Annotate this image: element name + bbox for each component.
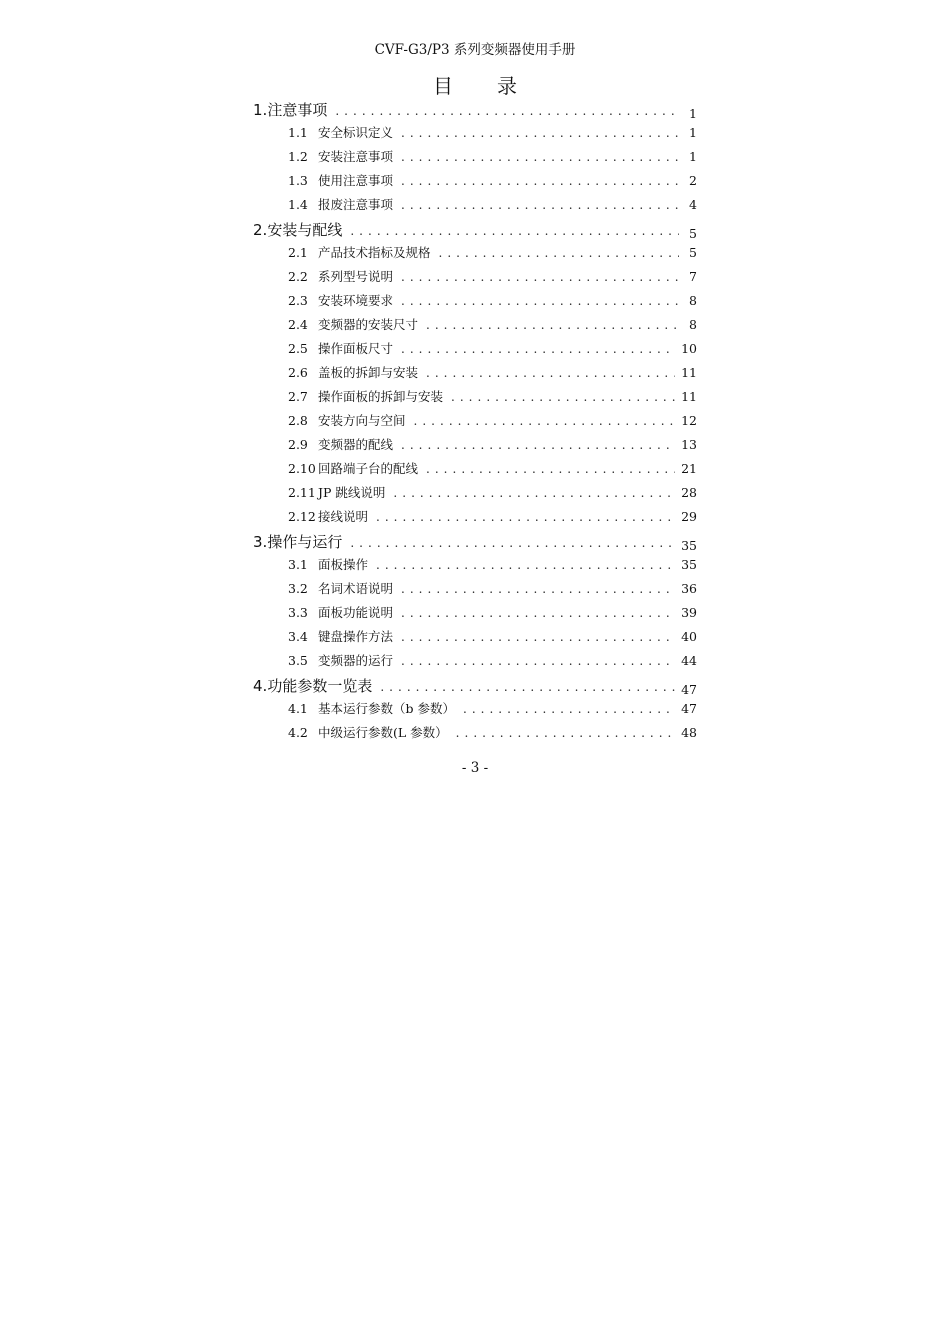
toc-entry-label: 安装与配线: [267, 221, 343, 239]
toc-entry-label: 变频器的配线: [318, 437, 394, 452]
toc-entry-label: 报废注意事项: [318, 197, 394, 212]
toc-dot-leader: [401, 150, 679, 164]
toc-dot-leader: [463, 702, 675, 716]
running-header: CVF-G3/P3 系列变频器使用手册: [374, 42, 576, 58]
toc-entry-number: 3.2: [288, 581, 318, 596]
toc-entry-number: 2.6: [288, 365, 318, 380]
toc-section-row[interactable]: [253, 195, 697, 219]
toc-entry-label: 安装环境要求: [318, 293, 394, 308]
toc-entry-page: 8: [689, 317, 697, 332]
toc-entry-page: 1: [689, 106, 697, 121]
toc-entry-label: 中级运行参数(L 参数）: [318, 725, 448, 740]
toc-dot-leader: [401, 438, 675, 452]
toc-dot-leader: [401, 342, 675, 356]
toc-entry-label: 盖板的拆卸与安装: [318, 365, 419, 380]
toc-entry-page: 4: [689, 197, 697, 212]
toc-entry-page: 29: [681, 509, 697, 524]
toc-chapter-row[interactable]: [253, 675, 697, 699]
toc-entry-label: JP 跳线说明: [318, 485, 386, 500]
toc-section-row[interactable]: [253, 363, 697, 387]
toc-dot-leader: [439, 246, 679, 260]
toc-entry-number: 3.: [253, 533, 268, 551]
toc-entry-number: 4.2: [288, 725, 318, 740]
toc-dot-leader: [451, 390, 675, 404]
toc-section-row[interactable]: [253, 483, 697, 507]
toc-dot-leader: [376, 558, 675, 572]
toc-entry-label: 回路端子台的配线: [318, 461, 419, 476]
toc-entry-label: 注意事项: [267, 101, 328, 119]
table-of-contents: [253, 99, 697, 747]
page-number: - 3 -: [461, 760, 489, 776]
toc-dot-leader: [414, 414, 676, 428]
toc-dot-leader: [456, 726, 675, 740]
toc-entry-page: 11: [681, 389, 697, 404]
toc-entry-number: 4.: [253, 677, 268, 695]
toc-section-row[interactable]: [253, 267, 697, 291]
toc-entry-number: 1.3: [288, 173, 318, 188]
toc-dot-leader: [401, 270, 679, 284]
toc-entry-number: 2.3: [288, 293, 318, 308]
toc-chapter-row[interactable]: [253, 219, 697, 243]
toc-dot-leader: [393, 486, 675, 500]
toc-entry-label: 系列型号说明: [318, 269, 394, 284]
toc-entry-page: 21: [681, 461, 697, 476]
toc-section-row[interactable]: [253, 651, 697, 675]
toc-entry-label: 安全标识定义: [318, 125, 394, 140]
toc-section-row[interactable]: [253, 579, 697, 603]
toc-section-row[interactable]: [253, 723, 697, 747]
toc-entry-label: 变频器的安装尺寸: [318, 317, 419, 332]
toc-dot-leader: [401, 294, 679, 308]
toc-title: [0, 70, 950, 99]
toc-entry-number: 4.1: [288, 701, 318, 716]
toc-entry-label: 接线说明: [318, 509, 369, 524]
toc-section-row[interactable]: [253, 339, 697, 363]
toc-entry-page: 8: [689, 293, 697, 308]
toc-section-row[interactable]: [253, 123, 697, 147]
toc-entry-label: 使用注意事项: [318, 173, 394, 188]
toc-entry-number: 2.2: [288, 269, 318, 284]
toc-entry-number: 2.8: [288, 413, 318, 428]
toc-entry-number: 3.5: [288, 653, 318, 668]
toc-entry-number: 1.2: [288, 149, 318, 164]
toc-entry-number: 1.: [253, 101, 268, 119]
toc-entry-page: 36: [681, 581, 697, 596]
toc-entry-number: 2.7: [288, 389, 318, 404]
toc-section-row[interactable]: [253, 627, 697, 651]
toc-entry-page: 7: [689, 269, 697, 284]
toc-entry-page: 5: [689, 226, 697, 241]
toc-entry-label: 面板操作: [318, 557, 369, 572]
toc-section-row[interactable]: [253, 507, 697, 531]
toc-entry-number: 2.1: [288, 245, 318, 260]
toc-entry-number: 2.11: [288, 485, 318, 500]
toc-entry-label: 功能参数一览表: [267, 677, 373, 695]
toc-dot-leader: [426, 462, 675, 476]
toc-entry-page: 2: [689, 173, 697, 188]
toc-entry-page: 13: [681, 437, 697, 452]
toc-entry-page: 35: [681, 557, 697, 572]
toc-section-row[interactable]: [253, 459, 697, 483]
toc-title-part-2: 录: [497, 74, 517, 98]
toc-entry-label: 操作面板的拆卸与安装: [318, 389, 444, 404]
toc-entry-number: 3.3: [288, 605, 318, 620]
toc-entry-label: 产品技术指标及规格: [318, 245, 431, 260]
toc-dot-leader: [401, 606, 675, 620]
toc-entry-page: 1: [689, 125, 697, 140]
toc-entry-number: 2.: [253, 221, 268, 239]
toc-section-row[interactable]: [253, 243, 697, 267]
toc-entry-number: 3.1: [288, 557, 318, 572]
toc-dot-leader: [350, 536, 675, 550]
toc-dot-leader: [401, 198, 679, 212]
toc-chapter-row[interactable]: [253, 531, 697, 555]
toc-entry-page: 28: [681, 485, 697, 500]
toc-entry-number: 3.4: [288, 629, 318, 644]
toc-dot-leader: [401, 630, 675, 644]
toc-entry-label: 面板功能说明: [318, 605, 394, 620]
toc-entry-page: 39: [681, 605, 697, 620]
toc-section-row[interactable]: [253, 171, 697, 195]
toc-entry-page: 40: [681, 629, 697, 644]
toc-section-row[interactable]: [253, 555, 697, 579]
toc-section-row[interactable]: [253, 411, 697, 435]
toc-section-row[interactable]: [253, 435, 697, 459]
toc-entry-page: 48: [681, 725, 697, 740]
toc-entry-number: 1.4: [288, 197, 318, 212]
toc-entry-page: 35: [681, 538, 697, 553]
toc-entry-label: 安装注意事项: [318, 149, 394, 164]
toc-dot-leader: [335, 104, 679, 118]
toc-dot-leader: [401, 582, 675, 596]
toc-entry-label: 键盘操作方法: [318, 629, 394, 644]
toc-entry-number: 2.9: [288, 437, 318, 452]
toc-entry-number: 2.4: [288, 317, 318, 332]
toc-section-row[interactable]: [253, 699, 697, 723]
toc-entry-page: 5: [689, 245, 697, 260]
toc-dot-leader: [426, 366, 675, 380]
toc-entry-label: 名词术语说明: [318, 581, 394, 596]
toc-entry-label: 变频器的运行: [318, 653, 394, 668]
toc-section-row[interactable]: [253, 315, 697, 339]
toc-dot-leader: [401, 174, 679, 188]
toc-entry-label: 操作面板尺寸: [318, 341, 394, 356]
toc-entry-page: 44: [681, 653, 697, 668]
toc-dot-leader: [401, 126, 679, 140]
toc-entry-number: 2.12: [288, 509, 318, 524]
toc-entry-page: 1: [689, 149, 697, 164]
toc-dot-leader: [350, 224, 679, 238]
toc-entry-page: 12: [681, 413, 697, 428]
toc-section-row[interactable]: [253, 147, 697, 171]
toc-entry-label: 安装方向与空间: [318, 413, 406, 428]
toc-entry-number: 2.10: [288, 461, 318, 476]
toc-section-row[interactable]: [253, 291, 697, 315]
toc-entry-number: 2.5: [288, 341, 318, 356]
toc-dot-leader: [426, 318, 679, 332]
toc-entry-label: 操作与运行: [267, 533, 343, 551]
toc-entry-page: 47: [681, 682, 697, 697]
toc-section-row[interactable]: [253, 603, 697, 627]
toc-dot-leader: [380, 680, 675, 694]
toc-dot-leader: [376, 510, 675, 524]
toc-entry-label: 基本运行参数（b 参数）: [318, 701, 455, 716]
toc-entry-page: 47: [681, 701, 697, 716]
toc-entry-page: 10: [681, 341, 697, 356]
toc-section-row[interactable]: [253, 387, 697, 411]
toc-entry-page: 11: [681, 365, 697, 380]
toc-dot-leader: [401, 654, 675, 668]
toc-title-part-1: 目: [433, 74, 453, 98]
toc-chapter-row[interactable]: [253, 99, 697, 123]
toc-entry-number: 1.1: [288, 125, 318, 140]
